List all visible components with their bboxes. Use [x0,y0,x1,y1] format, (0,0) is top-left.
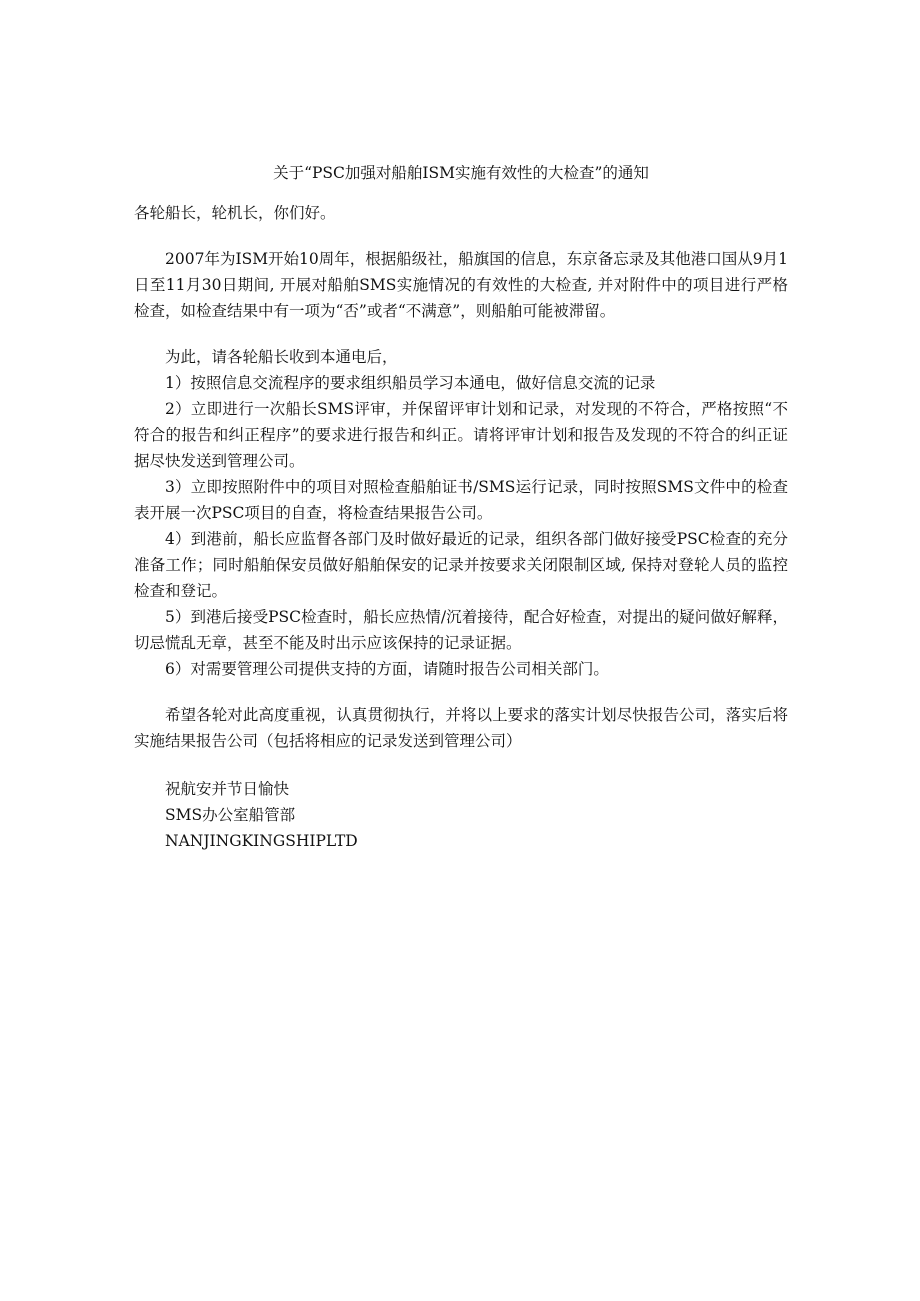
signoff-company: NANJINGKINGSHIPLTD [165,832,358,850]
signoff-wish: 祝航安并节日愉快 [165,780,290,798]
instruction-item-5: 5）到港后接受PSC检查时，船长应热情/沉着接待，配合好检查，对提出的疑问做好解释，切忌慌乱无章，甚至不能及时出示应该保持的记录证据。 [134,608,788,652]
document-title: 关于“PSC加强对船舶ISM实施有效性的大检查”的通知 [273,164,649,182]
signoff-block [134,776,788,854]
instruction-item-6: 6）对需要管理公司提供支持的方面，请随时报告公司相关部门。 [165,660,609,678]
instruction-item-3: 3）立即按照附件中的项目对照检查船舶证书/SMS运行记录，同时按照SMS文件中的检查表开展一次PSC项目的自查，将检查结果报告公司。 [134,478,788,522]
instruction-item-1: 1）按照信息交流程序的要求组织船员学习本通电，做好信息交流的记录 [165,374,656,392]
notice-document [134,160,788,854]
instruction-item-4: 4）到港前，船长应监督各部门及时做好最近的记录，组织各部门做好接受PSC检查的充分准备工作；同时船舶保安员做好船舶保安的记录并按要求关闭限制区域, 保持对登轮人员的监控检查和登记。 [134,530,788,600]
closing-paragraph: 希望各轮对此高度重视，认真贯彻执行，并将以上要求的落实计划尽快报告公司，落实后将实施结果报告公司（包括将相应的记录发送到管理公司） [134,706,788,750]
greeting-line: 各轮船长，轮机长，你们好。 [134,204,336,222]
lead-in-paragraph: 为此，请各轮船长收到本通电后， [165,348,398,366]
signoff-department: SMS办公室船管部 [165,806,296,824]
intro-paragraph: 2007年为ISM开始10周年，根据船级社，船旗国的信息，东京备忘录及其他港口国从9月1日至11月30日期间, 开展对船舶SMS实施情况的有效性的大检查, 并对附件中的项目进行严格检查，如检查结果中有一项为“否”或者“不满意”，则船舶可能被滞留。 [134,250,789,320]
instruction-item-2: 2）立即进行一次船长SMS评审，并保留评审计划和记录，对发现的不符合，严格按照“不符合的报告和纠正程序”的要求进行报告和纠正。请将评审计划和报告及发现的不符合的纠正证据尽快发送到管理公司。 [134,400,788,470]
